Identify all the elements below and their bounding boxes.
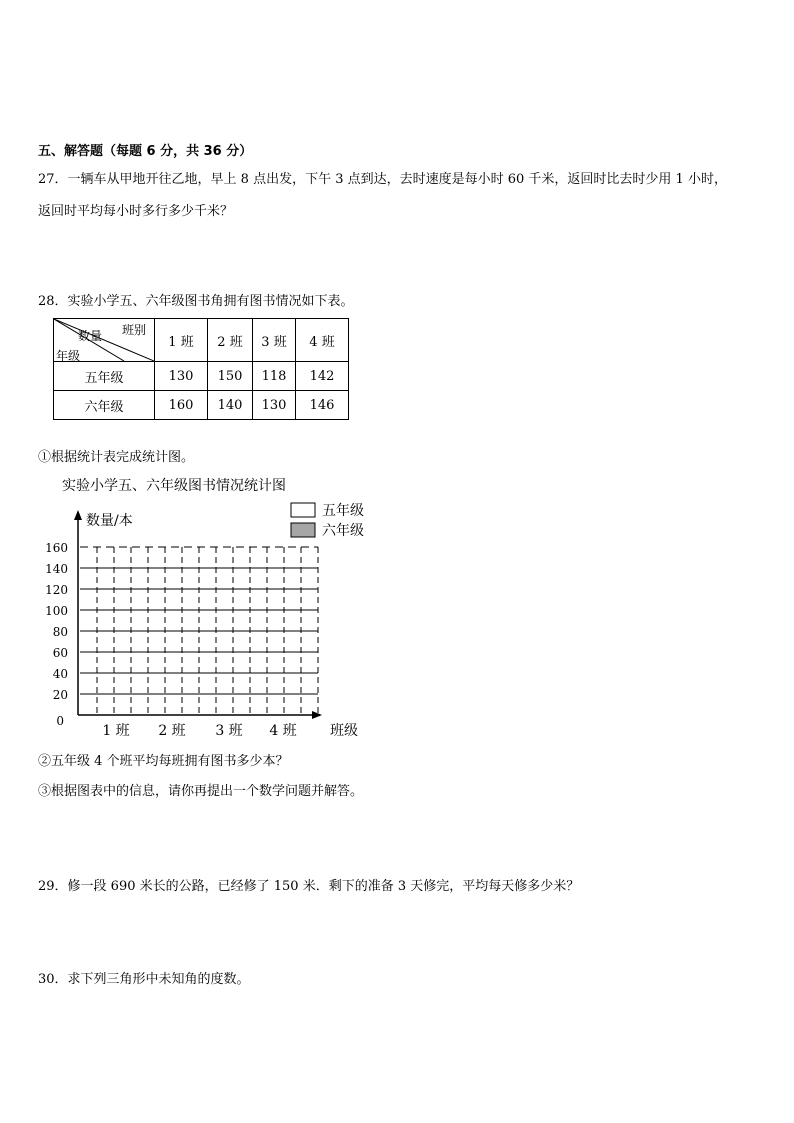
question-29: 29．修一段 690 米长的公路，已经修了 150 米．剩下的准备 3 天修完，平均每天修多少米？ (38, 879, 580, 894)
table-cell: 130 (253, 391, 296, 420)
question-27-line-2: 返回时平均每小时多行多少千米？ (38, 204, 234, 219)
table-cell: 142 (296, 362, 349, 391)
question-27-line-1: 27．一辆车从甲地开往乙地，早上 8 点出发，下午 3 点到达，去时速度是每小时 60 千米，返回时比去时少用 1 小时， (38, 172, 727, 187)
corner-label-class: 班别 (122, 323, 147, 337)
x-tick-label: 3 班 (215, 723, 243, 739)
table-cell: 150 (208, 362, 253, 391)
question-30: 30．求下列三角形中未知角的度数。 (38, 972, 250, 987)
y-tick-label: 140 (45, 562, 68, 576)
table-row (54, 391, 349, 420)
books-table (53, 318, 349, 420)
table-cell: 118 (253, 362, 296, 391)
column-header: 3 班 (253, 319, 296, 362)
table-corner-cell (54, 319, 155, 362)
legend-swatch (291, 523, 315, 537)
table-cell: 140 (208, 391, 253, 420)
column-header: 1 班 (155, 319, 208, 362)
y-tick-label: 0 (56, 714, 64, 728)
y-tick-label: 60 (52, 646, 68, 660)
x-axis-label: 班级 (330, 723, 358, 739)
bar-chart (0, 470, 420, 740)
y-tick-label: 20 (52, 688, 68, 702)
x-tick-label: 4 班 (269, 723, 297, 739)
corner-label-quantity: 数量 (78, 329, 103, 343)
section-heading: 五、解答题（每题 6 分，共 36 分） (38, 144, 253, 159)
x-tick-label: 2 班 (158, 723, 186, 739)
corner-label-grade: 年级 (56, 349, 81, 363)
row-label: 五年级 (54, 362, 155, 391)
y-tick-label: 100 (45, 604, 68, 618)
table-cell: 160 (155, 391, 208, 420)
table-cell: 130 (155, 362, 208, 391)
table-cell: 146 (296, 391, 349, 420)
question-28-sub-3: ③根据图表中的信息，请你再提出一个数学问题并解答。 (38, 784, 364, 799)
legend-label: 五年级 (322, 503, 364, 519)
question-28-sub-1: ①根据统计表完成统计图。 (38, 450, 195, 465)
column-header: 2 班 (208, 319, 253, 362)
table-row (54, 362, 349, 391)
x-tick-label: 1 班 (102, 723, 130, 739)
question-28-sub-2: ②五年级 4 个班平均每班拥有图书多少本？ (38, 754, 289, 769)
table-header-row (54, 319, 349, 362)
legend-swatch (291, 503, 315, 517)
y-axis-label: 数量/本 (86, 513, 133, 529)
chart-title: 实验小学五、六年级图书情况统计图 (62, 478, 286, 494)
row-label: 六年级 (54, 391, 155, 420)
y-tick-label: 80 (52, 625, 68, 639)
y-tick-label: 40 (52, 667, 68, 681)
column-header: 4 班 (296, 319, 349, 362)
y-tick-label: 120 (45, 583, 68, 597)
legend-label: 六年级 (322, 523, 364, 539)
question-28-intro: 28．实验小学五、六年级图书角拥有图书情况如下表。 (38, 294, 354, 309)
x-axis-arrow-icon (312, 711, 322, 719)
y-axis-arrow-icon (74, 510, 82, 520)
y-tick-label: 160 (45, 541, 68, 555)
